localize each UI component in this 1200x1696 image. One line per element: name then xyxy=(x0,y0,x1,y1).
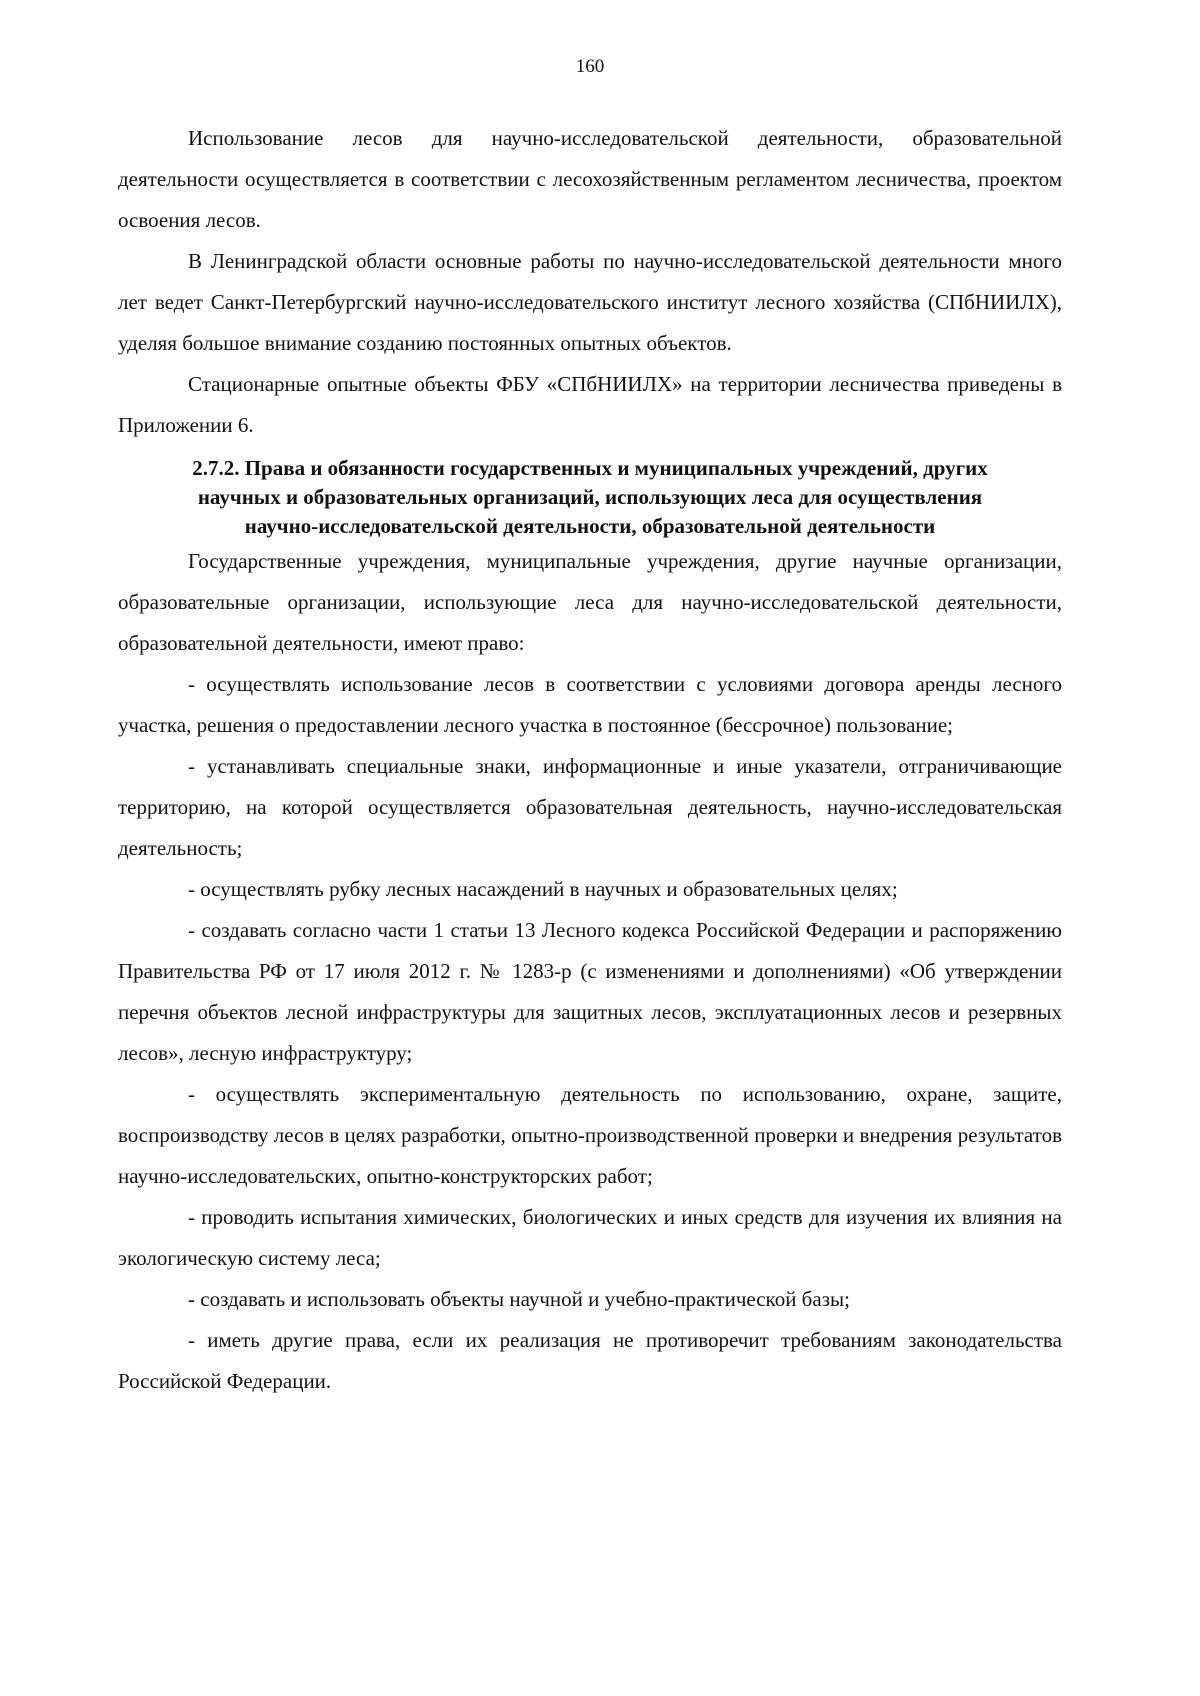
intro-paragraph: В Ленинградской области основные работы по научно-исследовательской деятельности много лет ведет Санкт-Петербургский научно-исследовательского институт лесного хозяйства (СПбНИИЛХ), уделяя большое внимание созданию постоянных опытных объектов. xyxy=(118,249,1062,355)
page-number: 160 xyxy=(575,56,605,77)
section-heading-line: 2.7.2. Права и обязанности государственных и муниципальных учреждений, других xyxy=(192,456,988,480)
section-paragraph: Государственные учреждения, муниципальные учреждения, другие научные организации, образовательные организации, использующие леса для научно-исследовательской деятельности, образовательной деятельности, имеют право: xyxy=(118,549,1062,655)
list-item-right: - осуществлять использование лесов в соответствии с условиями договора аренды лесного участка, решения о предоставлении лесного участка в постоянное (бессрочное) пользование; xyxy=(118,672,1062,737)
section-heading-line: научных и образовательных организаций, использующих леса для осуществления xyxy=(197,485,983,509)
list-item-right: - создавать согласно части 1 статьи 13 Лесного кодекса Российской Федерации и распоряжению Правительства РФ от 17 июля 2012 г. № 1283-р (с изменениями и дополнениями) «Об утверждении перечня объектов лесной инфраструктуры для защитных лесов, эксплуатационных лесов и резервных лесов», лесную инфраструктуру; xyxy=(118,918,1062,1065)
intro-paragraph: Использование лесов для научно-исследовательской деятельности, образовательной деятельности осуществляется в соответствии с лесохозяйственным регламентом лесничества, проектом освоения лесов. xyxy=(118,126,1062,232)
list-item-right: - осуществлять экспериментальную деятельность по использованию, охране, защите, воспроизводству лесов в целях разработки, опытно-производственной проверки и внедрения результатов научно-исследовательских, опытно-конструкторских работ; xyxy=(118,1082,1062,1188)
section-heading-line: научно-исследовательской деятельности, образовательной деятельности xyxy=(244,514,936,538)
list-item-right: - проводить испытания химических, биологических и иных средств для изучения их влияния на экологическую систему леса; xyxy=(118,1205,1062,1270)
list-item-right: - устанавливать специальные знаки, информационные и иные указатели, отграничивающие территорию, на которой осуществляется образовательная деятельность, научно-исследовательская деятельность; xyxy=(118,754,1062,860)
list-item-right: - создавать и использовать объекты научной и учебно-практической базы; xyxy=(188,1287,850,1311)
list-item-right: - иметь другие права, если их реализация не противоречит требованиям законодательства Российской Федерации. xyxy=(118,1328,1062,1393)
section-heading xyxy=(118,454,1062,541)
page-content xyxy=(118,118,1062,1402)
intro-paragraph: Стационарные опытные объекты ФБУ «СПбНИИЛХ» на территории лесничества приведены в Приложении 6. xyxy=(118,372,1062,437)
list-item-right: - осуществлять рубку лесных насаждений в научных и образовательных целях; xyxy=(188,877,898,901)
